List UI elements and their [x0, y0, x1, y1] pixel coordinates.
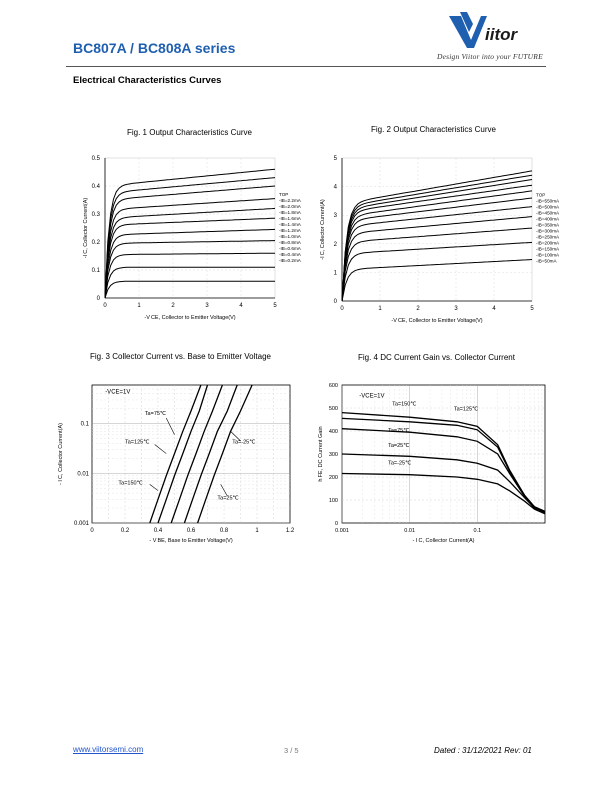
curve--IB=350mA [342, 191, 532, 301]
curve-Ta=75℃ [171, 385, 222, 523]
x-tick-label: 0 [340, 306, 344, 312]
x-tick-label: 0.8 [219, 528, 229, 534]
y-tick-label: 0 [333, 299, 337, 305]
curve--IB=1.0mA [105, 229, 275, 298]
annotation-label: Ta=75℃ [388, 428, 410, 435]
x-tick-label: 2 [171, 303, 175, 309]
legend-label: TOP [536, 192, 546, 198]
curve-Ta=125℃ [158, 385, 208, 523]
y-tick-label: 0.3 [91, 212, 100, 218]
y-tick-label: 200 [328, 475, 338, 481]
curve-Ta=125℃ [342, 418, 545, 511]
website-link[interactable]: www.viitorsemi.com [73, 745, 144, 754]
legend-label: -IB=2.0mA [279, 203, 301, 209]
fig1-chart [85, 150, 310, 325]
fig4-chart [315, 375, 550, 550]
x-tick-label: 0.2 [120, 528, 130, 534]
y-tick-label: 3 [333, 213, 337, 220]
legend-label: -IB=350mA [536, 222, 560, 228]
x-tick-label: 0 [90, 528, 94, 534]
y-tick-label: 0.001 [73, 521, 89, 527]
x-tick-label: 0.4 [153, 528, 163, 534]
curve--IB=0.6mA [105, 253, 275, 298]
curve-Ta=150℃ [342, 413, 545, 512]
curve--IB=200mA [342, 217, 532, 301]
legend-label: -IB=0.2mA [279, 257, 301, 263]
annotation-arrow [150, 484, 158, 490]
y-tick-label: 0.1 [91, 268, 100, 274]
legend-label: -IB=200mA [536, 240, 560, 246]
y-tick-label: 0 [334, 521, 338, 527]
header-rule [66, 66, 546, 67]
legend-label: -IB=300mA [536, 228, 560, 234]
legend-label: -IB=450mA [536, 210, 560, 216]
x-axis-label: -V CE, Collector to Emitter Voltage(V) [144, 315, 236, 321]
legend-label: -IB=1.8mA [279, 209, 301, 215]
x-tick-label: 3 [454, 306, 458, 312]
y-tick-label: 0.5 [91, 156, 100, 162]
x-tick-label: 4 [239, 303, 243, 309]
legend-label: -IB=0.8mA [279, 239, 301, 245]
annotation-label: Ta=-25℃ [232, 439, 256, 446]
section-title: Electrical Characteristics Curves [73, 75, 222, 86]
curve--IB=0.8mA [105, 241, 275, 298]
legend-label: -IB=1.0mA [279, 233, 301, 239]
company-logo [447, 10, 543, 50]
annotation-arrow [155, 445, 167, 454]
legend-label: -IB=0.4mA [279, 251, 301, 257]
y-tick-label: 2 [333, 241, 337, 248]
x-tick-label: 1 [255, 528, 259, 534]
legend-label: -IB=400mA [536, 216, 560, 222]
fig3-title: Fig. 3 Collector Current vs. Base to Emitter Voltage [90, 352, 271, 361]
plot-frame [105, 158, 275, 298]
curve--IB=250mA [342, 207, 532, 301]
annotation-label: Ta=125℃ [125, 439, 150, 446]
y-tick-label: 4 [333, 184, 337, 191]
document-date: Dated : 31/12/2021 Rev: 01 [434, 746, 532, 755]
x-tick-label: 3 [205, 303, 209, 309]
curve--IB=2.0mA [105, 178, 275, 298]
legend-label: -IB=1.2mA [279, 227, 301, 233]
y-tick-label: 400 [328, 429, 338, 435]
y-tick-label: 1 [333, 270, 337, 277]
page-number: 3 / 5 [284, 746, 299, 755]
legend-label: -IB=250mA [536, 234, 560, 240]
legend-label: -IB=0.6mA [279, 245, 301, 251]
x-tick-label: 5 [530, 306, 534, 312]
document-title: BC807A / BC808A series [73, 40, 236, 56]
curve--IB=50mA [342, 260, 532, 302]
legend-label: -IB=100mA [536, 252, 560, 258]
y-tick-label: 0.01 [77, 471, 89, 478]
annotation-label: Ta=-25℃ [388, 460, 412, 467]
y-tick-label: 0.2 [91, 240, 100, 246]
fig2-title: Fig. 2 Output Characteristics Curve [371, 125, 496, 134]
x-tick-label: 0.01 [404, 528, 416, 534]
x-tick-label: 0 [103, 303, 107, 309]
curve-Ta=75℃ [342, 429, 545, 512]
curve--IB=0.2mA [105, 281, 275, 298]
x-tick-label: 5 [273, 303, 277, 309]
x-axis-label: -V CE, Collector to Emitter Voltage(V) [391, 318, 483, 324]
y-tick-label: 0.1 [80, 421, 89, 428]
legend-label: -IB=2.2mA [279, 197, 301, 203]
annotation-label: Ta=150℃ [392, 401, 417, 408]
fig3-chart [58, 375, 302, 550]
y-tick-label: 0.4 [91, 184, 100, 190]
fig2-chart [315, 150, 580, 325]
y-tick-label: 5 [333, 156, 337, 162]
legend-label: -IB=50mA [536, 258, 557, 264]
fig4-title: Fig. 4 DC Current Gain vs. Collector Current [358, 353, 515, 362]
svg-text:iitor: iitor [485, 25, 518, 44]
curve-Ta=-25℃ [198, 385, 253, 523]
legend-label: TOP [279, 191, 289, 197]
annotation-label: Ta=150℃ [118, 480, 143, 487]
legend-label: -IB=1.4mA [279, 221, 301, 227]
annotation-label: Ta=25℃ [217, 495, 239, 502]
y-tick-label: 600 [328, 383, 338, 389]
legend-label: -IB=500mA [536, 204, 560, 210]
y-axis-label: - I C, Collector Current(A) [58, 423, 64, 485]
company-tagline: Design Viitor into your FUTURE [437, 52, 543, 61]
y-axis-label: h FE, DC Current Gain [318, 426, 324, 482]
x-axis-label: - V BE, Base to Emitter Voltage(V) [149, 538, 233, 544]
x-tick-label: 1 [137, 303, 141, 309]
annotation-label: Ta=125℃ [453, 406, 479, 413]
y-tick-label: 300 [328, 452, 338, 458]
curve--IB=300mA [342, 198, 532, 301]
x-tick-label: 0.1 [473, 528, 482, 534]
curve-Ta=25℃ [184, 385, 237, 523]
condition-label: -VCE=1V [105, 389, 131, 396]
legend-label: -IB=150mA [536, 246, 560, 252]
x-tick-label: 4 [492, 306, 496, 312]
curve-Ta=150℃ [150, 385, 201, 523]
x-axis-label: - I C, Collector Current(A) [412, 538, 475, 544]
x-tick-label: 0.6 [186, 528, 196, 534]
y-axis-label: -I C, Collector Current(A) [320, 199, 326, 260]
curve--IB=0.4mA [105, 267, 275, 298]
legend-label: -IB=1.6mA [279, 215, 301, 221]
y-axis-label: -I C, Collector Current(A) [83, 197, 89, 259]
y-tick-label: 0 [96, 296, 100, 302]
x-tick-label: 1.2 [285, 528, 295, 534]
annotation-label: Ta=75℃ [144, 410, 167, 417]
x-tick-label: 2 [416, 306, 420, 312]
condition-label: -VCE=1V [359, 393, 385, 400]
fig1-title: Fig. 1 Output Characteristics Curve [127, 128, 252, 137]
x-tick-label: 1 [378, 306, 382, 312]
annotation-arrow [166, 418, 174, 435]
curve-Ta=25℃ [342, 454, 545, 513]
legend-label: -IB=550mA [536, 198, 560, 204]
x-tick-label: 0.001 [335, 528, 349, 534]
y-tick-label: 100 [328, 498, 338, 504]
annotation-label: Ta=25℃ [388, 443, 410, 450]
curve--IB=100mA [342, 242, 532, 301]
y-tick-label: 500 [328, 406, 338, 412]
